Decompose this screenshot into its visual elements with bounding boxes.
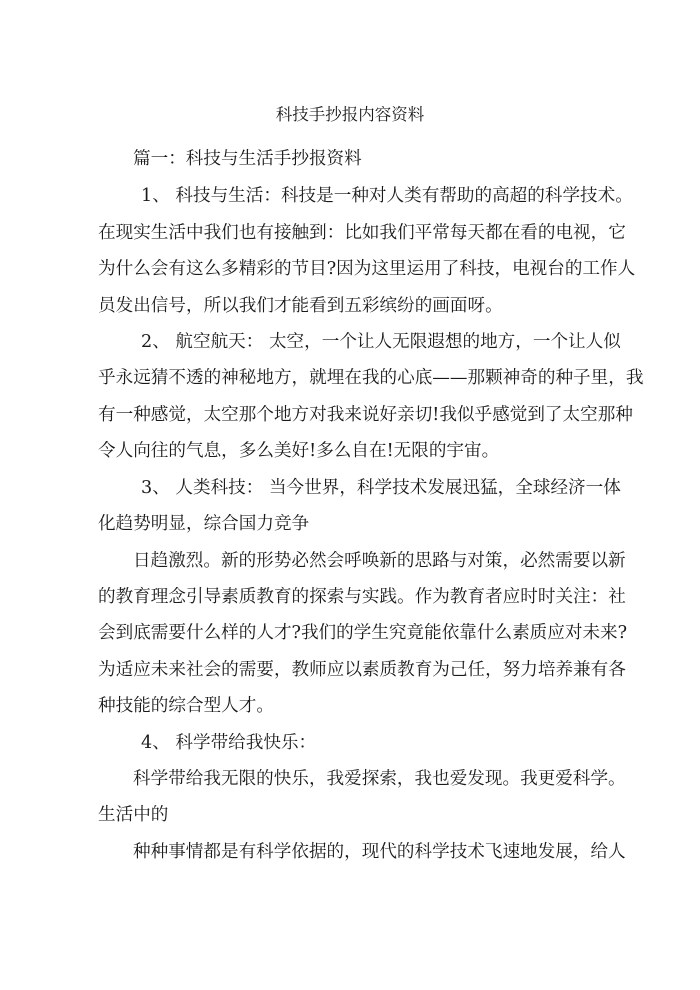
paragraph-line: 为什么会有这么多精彩的节目?因为这里运用了科技，电视台的工作人: [98, 259, 636, 279]
paragraph-line: 为适应未来社会的需要，教师应以素质教育为己任，努力培养兼有各: [98, 660, 626, 680]
paragraph-line: 的教育理念引导素质教育的探索与实践。作为教育者应时时关注：社: [98, 587, 626, 607]
paragraph-line: 日趋激烈。新的形势必然会呼唤新的思路与对策，必然需要以新: [133, 551, 626, 571]
paragraph-line: 3、 人类科技： 当今世界，科学技术发展迅猛，全球经济一体: [141, 478, 621, 498]
paragraph-line: 2、 航空航天： 太空，一个让人无限遐想的地方，一个让人似: [141, 332, 621, 352]
paragraph-line: 生活中的: [98, 805, 169, 825]
document-title: 科技手抄报内容资料: [275, 105, 425, 124]
paragraph-line: 1、 科技与生活：科技是一种对人类有帮助的高超的科学技术。: [141, 186, 633, 206]
paragraph-line: 科学带给我无限的快乐，我爱探索，我也爱发现。我更爱科学。: [133, 769, 626, 789]
paragraph-line: 令人向往的气息，多么美好!多么自在!无限的宇宙。: [98, 441, 500, 461]
paragraph-line: 乎永远猜不透的神秘地方，就埋在我的心底——那颗神奇的种子里，我: [98, 368, 644, 388]
paragraph-line: 种技能的综合型人才。: [98, 696, 274, 716]
paragraph-line: 员发出信号，所以我们才能看到五彩缤纷的画面呀。: [98, 296, 503, 316]
paragraph-line: 会到底需要什么样的人才?我们的学生究竟能依靠什么素质应对未来?: [98, 623, 628, 643]
paragraph-line: 有一种感觉，太空那个地方对我来说好亲切!我似乎感觉到了太空那种: [98, 405, 633, 425]
paragraph-line: 化趋势明显，综合国力竞争: [98, 514, 310, 534]
paragraph-line: 在现实生活中我们也有接触到：比如我们平常每天都在看的电视，它: [98, 223, 626, 243]
section-heading: 篇一：科技与生活手抄报资料: [133, 149, 362, 169]
paragraph-line: 种种事情都是有科学依据的，现代的科学技术飞速地发展，给人: [133, 842, 626, 862]
paragraph-line: 4、 科学带给我快乐：: [141, 733, 317, 753]
